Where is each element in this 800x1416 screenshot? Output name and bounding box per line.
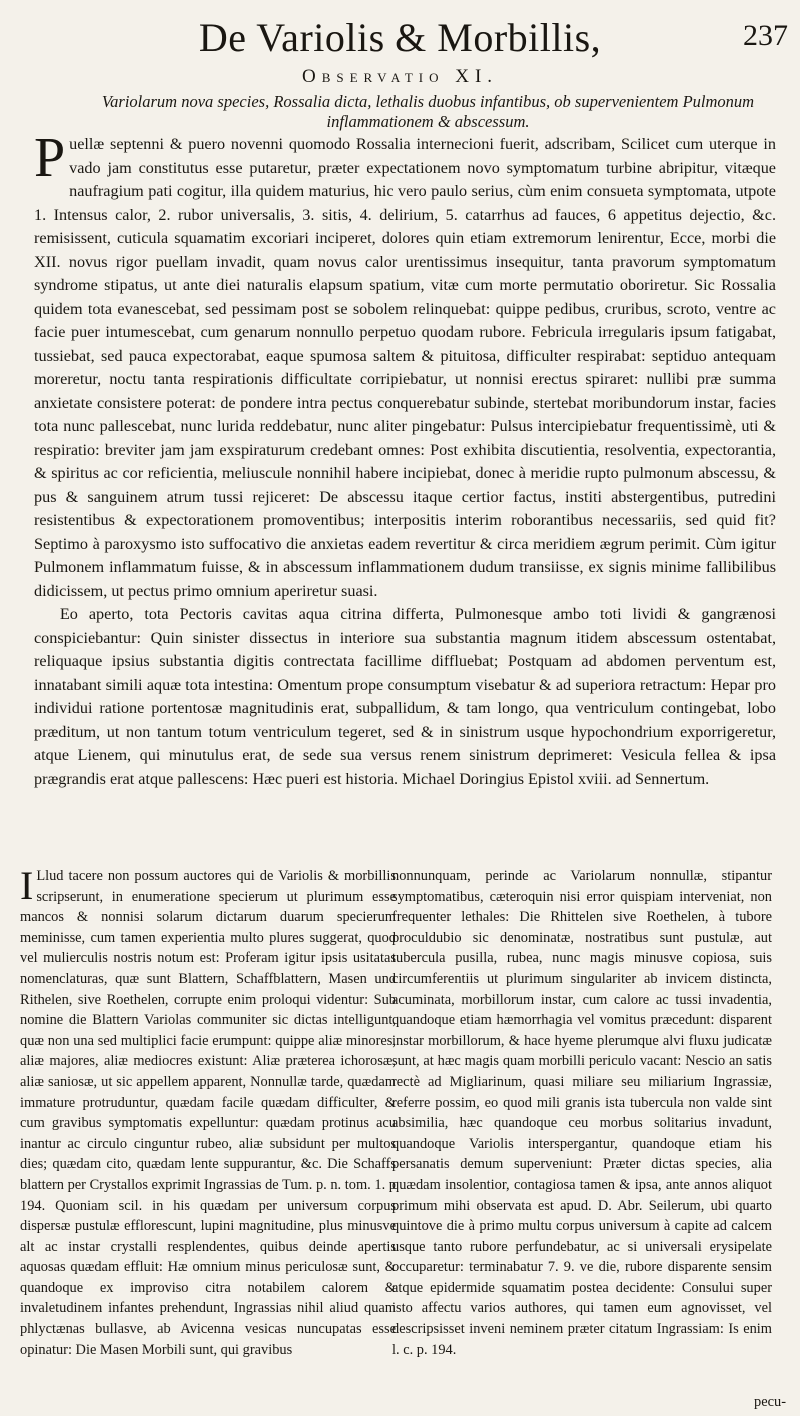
running-head: [0, 12, 800, 68]
page-number: 237: [743, 19, 788, 52]
catchword: pecu-: [754, 1394, 786, 1410]
observation-heading: Observatio XI.: [301, 66, 499, 87]
paragraph-case-history: [34, 127, 776, 603]
scholion-right-paragraph: [392, 866, 772, 1360]
drop-cap: I: [20, 863, 34, 908]
scholion-left-column: [20, 863, 396, 1360]
main-text-block: [34, 127, 776, 791]
observation-subtitle: Variolarum nova species, Rossalia dicta, lethalis duobus infantibus, ob supervenientem Pulmonum inflammationem & abscessum.: [101, 92, 755, 131]
paragraph-2-text: Eo aperto, tota Pectoris cavitas aqua citrina differta, Pulmonesque ambo toti lividi & gangrænosi conspiciebantur: Quin sinister dissectus in interiore sua substantia magnum itidem abscessum ostentabat, reliquaque ipsius substantia digitis contrectata facillime diffluebat; Postquam ad abdomen perventum est, innatabant simili aquæ tota intestina: Omentum prope consumptum visebatur & ad superiora retractum: Hepar pro individui ratione portentosæ magnitudinis erat, subpallidum, & tam longo, qua ventriculum contingebat, lobo præditum, ut non tantum totum ventriculum tegeret, sed & in sinistrum usque hypochondrium exporrigeretur, atque Lienem, qui minutulus erat, de sede sua versus renem sinistrum deprimeret: Vesicula fellea & ipsa prægrandis erat atque pallescens: Hæc pueri est historia. Michael Doringius Epistol xviii. ad Sennertum.: [34, 605, 776, 788]
paragraph-autopsy: [34, 603, 776, 791]
running-title: De Variolis & Morbillis,: [198, 15, 602, 60]
scholion-left-text: Llud tacere non possum auctores qui de Variolis & morbillis scripserunt, in enumeratione specierum ut plurimum esse mancos & nonnisi solarum dictarum duarum specierum meminisse, cum tamen experientia multo plures suggerat, quod vel mulierculis nostris notum est: Proferam igitur ipsis usitatas nomenclaturas, quæ sunt Blattern, Schaffblattern, Masen und Rithelen, sive Roethelen, corrupte enim proloqui videntur: Sub nomine die Blattern Variolas communiter sic dictas intelligunt, quæ non una sed multiplici facie erumpunt: quippe aliæ minores, aliæ majores, aliæ mediocres existunt: Aliæ præterea ichorosæ, aliæ saniosæ, ut sic appellem apparent, Nonnullæ tarde, quædam immature protruduntur, quædam facile quædam difficulter, & cum gravibus symptomatis expelluntur: quædam protinus acu inantur ac circulo cinguntur rubeo, aliæ subsidunt per multos dies; quædam cito, quædam lente suppurantur, &c. Die Schaffs blattern per Crystallos exprimit Ingrassias de Tum. p. n. tom. 1. p 194. Quoniam scil. in his quædam per universum corpus dispersæ pustulæ efflorescunt, lupini magnitudine, plus minusve alt ac instar crystalli resplendentes, quibus deinde apertis aquosas quædam effluit: Hæ omnium minus periculosæ sunt, & quandoque ex improviso citra notabilem calorem & invaletudinem infantes prehendunt, Ingrassias nihil aliud quam phlyctænas bullasve, ab Avicenna vesicas nuncupatas esse opinatur: Die Masen Morbili sunt, qui gravibus: [20, 868, 396, 1358]
scholion-left-paragraph: [20, 863, 396, 1360]
scholion-right-column: [392, 866, 772, 1360]
drop-cap: P: [34, 127, 66, 189]
scholion-right-text: nonnunquam, perinde ac Variolarum nonnullæ, stipantur symptomatibus, cæteroquin nisi error quispiam interveniat, non frequenter lethales: Die Rhittelen sive Roethelen, à tubore proculdubio sic denominatæ, nostratibus sunt pustulæ, aut tubercula pusilla, rubea, nunc magis minusve copiosa, suis circumferentiis ut plurimum singulariter ab invicem distincta, acuminata, morbillorum instar, cum calore ac tussi invadentia, quandoque etiam hæmorrhagia vel vomitus præcedunt: disparent instar morbillorum, & hace hyeme plerumque alvi fluxu judicatæ sunt, at hæc magis quam morbilli periculo vacant: Nescio an satis rectè ad Migliarinum, quasi miliare seu miliarium Ingrassiæ, referre possim, eo quod mili granis ista tubercula non valde sint absimilia, hæc quandoque ceu morbus solitarius invadunt, quandoque Variolis interspergantur, quandoque etiam his persanatis demum superveniunt: Præter dictas species, alia quædam insolentior, contagiosa tamen & ipsa, ante annos aliquot primum mihi observata est apud. D. Abr. Seilerum, ubi quarto quintove die à primo multu corpus universum à capite ad calcem usque tanto rubore perfundebatur, ac si universali erysipelate occuparetur: terminabatur 7. 9. ve die, rubore disparente sensim atque epidermide squamatim postea decidente: Consului super isto affectu varios authores, qui tamen eum agnovisset, vel descripsisset inveni neminem præter citatum Ingrassiam: Is enim l. c. p. 194.: [392, 868, 772, 1358]
paragraph-1-text: uellæ septenni & puero novenni quomodo Rossalia internecioni fuerit, adscribam, Scilicet cum uterque in vado jam constitutus esse putaretur, præter expectationem novo symptomatum turbine abripitur, vitæque naufragium pati cogitur, illa quidem maturius, hic vero paulo serius, cùm enim consueta symptomata, utpote 1. Intensus calor, 2. rubor universalis, 3. sitis, 4. delirium, 5. catarrhus ad fauces, 6 appetitus dejectio, &c. remisissent, cuticula squamatim excoriari inciperet, dolores quin etiam extremorum lenirentur, Ecce, morbi die XII. novus rigor puellam invadit, quam novus calor urentissimus insequitur, tanta pravorum symptomatum syndrome stipatus, ut ante diei naturalis elapsum spatium, vitæ cum morte permutatio oboriretur. Sic Rossalia quidem tota evanescebat, sed pessimam post se sobolem relinquebat: quippe pedibus, cruribus, scroto, ventre ac facie puer intumescebat, cum genarum nonnullo perpetuo quodam rubore. Febricula irregularis ipsum fatigabat, tussiebat, sed pauca expectorabat, eaque spumosa saltem & pituitosa, difficulter respirabat: septiduo antequam moreretur, noctu tanta respirationis difficultate corripiebatur, ut nonnisi erectus spiraret: nullibi præ summa anxietate consistere poterat: de pondere intra pectus conquerebatur subinde, stertebat moribundorum instar, facies tota nunc pallescebat, nunc lurida reddebatur, nunc aliter pingebatur: Pulsus intercipiebatur frequentissimè, uti & respiratio: breviter jam jam exspiraturum credebant omnes: Post exhibita discutientia, resolventia, expectorantia, & spiritus ac cor reficientia, meliuscule nonnihil habere incipiebat, donec à meridie rupto pulmonum abscessu, & pus & sanguinem atrum tussi rejiceret: De abscessu itaque certior factus, institi abstergentibus, putredini resistentibus & expectorationem promoventibus; interpositis interim roborantibus necessariis, sed quid fit? Septimo à paroxysmo isto suffocativo die anxietas eadem revertitur & circa meridiem ægrum perimit. Cùm igitur Pulmonem inflammatum fuisse, & in abscessum inflammationem dudum transiisse, ex signis minime fallibilibus didicissem, ut pectus primo omnium aperiretur suasi.: [34, 135, 776, 600]
